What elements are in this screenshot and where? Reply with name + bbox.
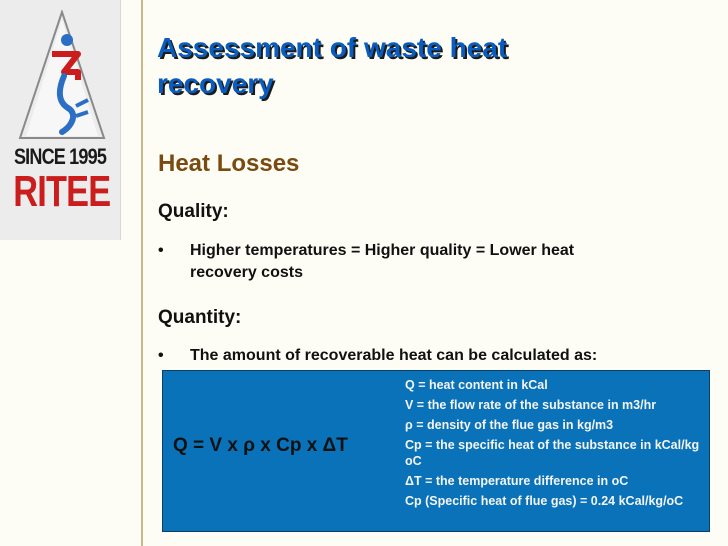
ritee-logo-icon xyxy=(12,10,112,140)
definition-v: V = the flow rate of the substance in m3/hr xyxy=(405,398,657,412)
definition-delta-t: ΔT = the temperature difference in oC xyxy=(405,474,629,488)
quality-bullet-text xyxy=(190,240,574,284)
formula-definitions xyxy=(405,377,705,513)
slide-title-line2: recovery xyxy=(157,68,274,99)
slide-title xyxy=(157,30,637,102)
logo-brand-text: RITEE xyxy=(13,167,111,216)
section-heading: Heat Losses xyxy=(158,150,300,177)
slide-title-line1: Assessment of waste heat xyxy=(157,32,508,63)
definition-cp-flue-gas: Cp (Specific heat of flue gas) = 0.24 kCal/kg/oC xyxy=(405,494,684,508)
quantity-label: Quantity: xyxy=(158,307,242,328)
logo-since-text: SINCE 1995 xyxy=(13,144,107,169)
quantity-bullet xyxy=(158,345,718,367)
formula-box xyxy=(162,370,710,532)
quality-bullet xyxy=(158,240,718,284)
quality-bullet-line1: Higher temperatures = Higher quality = Lower heat xyxy=(190,242,575,259)
definition-cp: Cp = the specific heat of the substance in kCal/kg oC xyxy=(405,438,700,468)
logo-panel xyxy=(0,0,121,240)
bullet-glyph: • xyxy=(158,242,164,259)
definition-rho: ρ = density of the flue gas in kg/m3 xyxy=(405,418,614,432)
quantity-bullet-text: The amount of recoverable heat can be calculated as: xyxy=(190,347,598,364)
divider-line xyxy=(141,0,143,546)
quality-label: Quality: xyxy=(158,201,229,222)
quality-bullet-line2: recovery costs xyxy=(190,264,303,281)
heat-formula: Q = V x ρ x Cp x ΔT xyxy=(173,435,348,456)
definition-q: Q = heat content in kCal xyxy=(405,378,548,392)
bullet-glyph: • xyxy=(158,347,164,364)
